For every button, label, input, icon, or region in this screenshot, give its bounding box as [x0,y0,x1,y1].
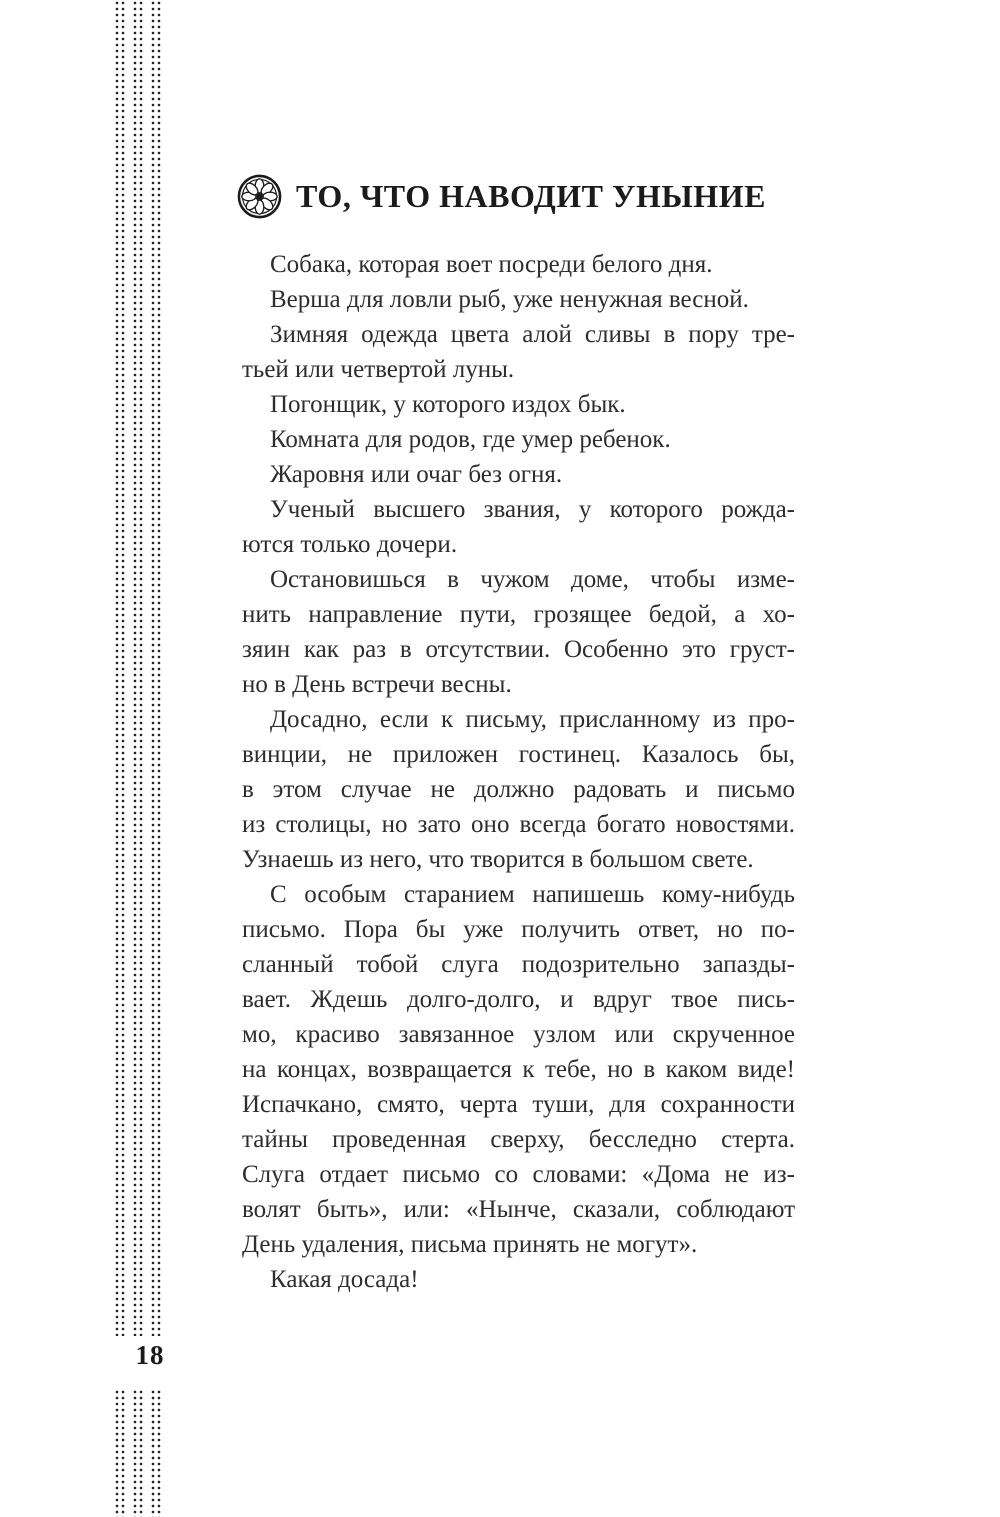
text-line: мо, красиво завязанное узлом или скрученное [242,1021,795,1048]
margin-dots-strip-top [114,0,162,1336]
text-line: тьей или четвертой луны. [242,356,515,383]
text-line: нить направление пути, грозящее бедой, а хо- [242,601,795,628]
text-line: тайны проведенная сверху, бесследно стерта. [242,1126,795,1153]
flower-crest-icon [236,173,283,220]
text-line: винции, не приложен гостинец. Казалось бы, [242,741,795,768]
text-line: Погонщик, у которого издох бык. [270,391,626,418]
dot-column [114,0,126,1336]
text-line: но в День встречи весны. [242,671,512,698]
dot-column [114,1389,126,1517]
text-line: Жаровня или очаг без огня. [270,461,563,488]
text-line: Какая досада! [270,1266,419,1293]
text-line: ются только дочери. [242,531,458,558]
text-line: Узнаешь из него, что творится в большом свете. [242,846,754,873]
text-line: на концах, возвращается к тебе, но в каком виде! [242,1056,795,1083]
text-line: Комната для родов, где умер ребенок. [270,426,671,453]
text-line: Собака, которая воет посреди белого дня. [270,251,713,278]
text-line: зяин как раз в отсутствии. Особенно это груст- [242,636,795,663]
text-line: письмо. Пора бы уже получить ответ, но по- [242,916,795,943]
text-line: Досадно, если к письму, присланному из про- [270,706,795,733]
text-line: из столицы, но зато оно всегда богато новостями. [242,811,795,838]
dot-column [132,0,144,1336]
text-line: Испачкано, смято, черта туши, для сохранности [242,1091,795,1118]
text-line: Остановишься в чужом доме, чтобы изме- [270,566,795,593]
margin-dots-strip-bottom [114,1389,162,1517]
dot-column [150,0,162,1336]
body-text [242,247,795,1297]
text-line: Зимняя одежда цвета алой сливы в пору тре- [270,321,795,348]
dot-column [150,1389,162,1517]
dot-column [132,1389,144,1517]
text-line: С особым старанием напишешь кому-нибудь [270,881,795,908]
text-line: сланный тобой слуга подозрительно запазды- [242,951,795,978]
page-number: 18 [135,1340,165,1370]
text-line: Слуга отдает письмо со словами: «Дома не из- [242,1161,795,1188]
text-line: Ученый высшего звания, у которого рожда- [270,496,795,523]
text-line: вает. Ждешь долго-долго, и вдруг твое пись- [242,986,795,1013]
chapter-title: ТО, ЧТО НАВОДИТ УНЫНИЕ [296,177,766,214]
text-line: Верша для ловли рыб, уже ненужная весной. [270,286,749,313]
text-line: волят быть», или: «Нынче, сказали, соблюдают [242,1196,795,1223]
chapter-header [236,172,766,220]
text-line: в этом случае не должно радовать и письмо [242,776,795,803]
text-line: День удаления, письма принять не могут». [242,1231,698,1258]
